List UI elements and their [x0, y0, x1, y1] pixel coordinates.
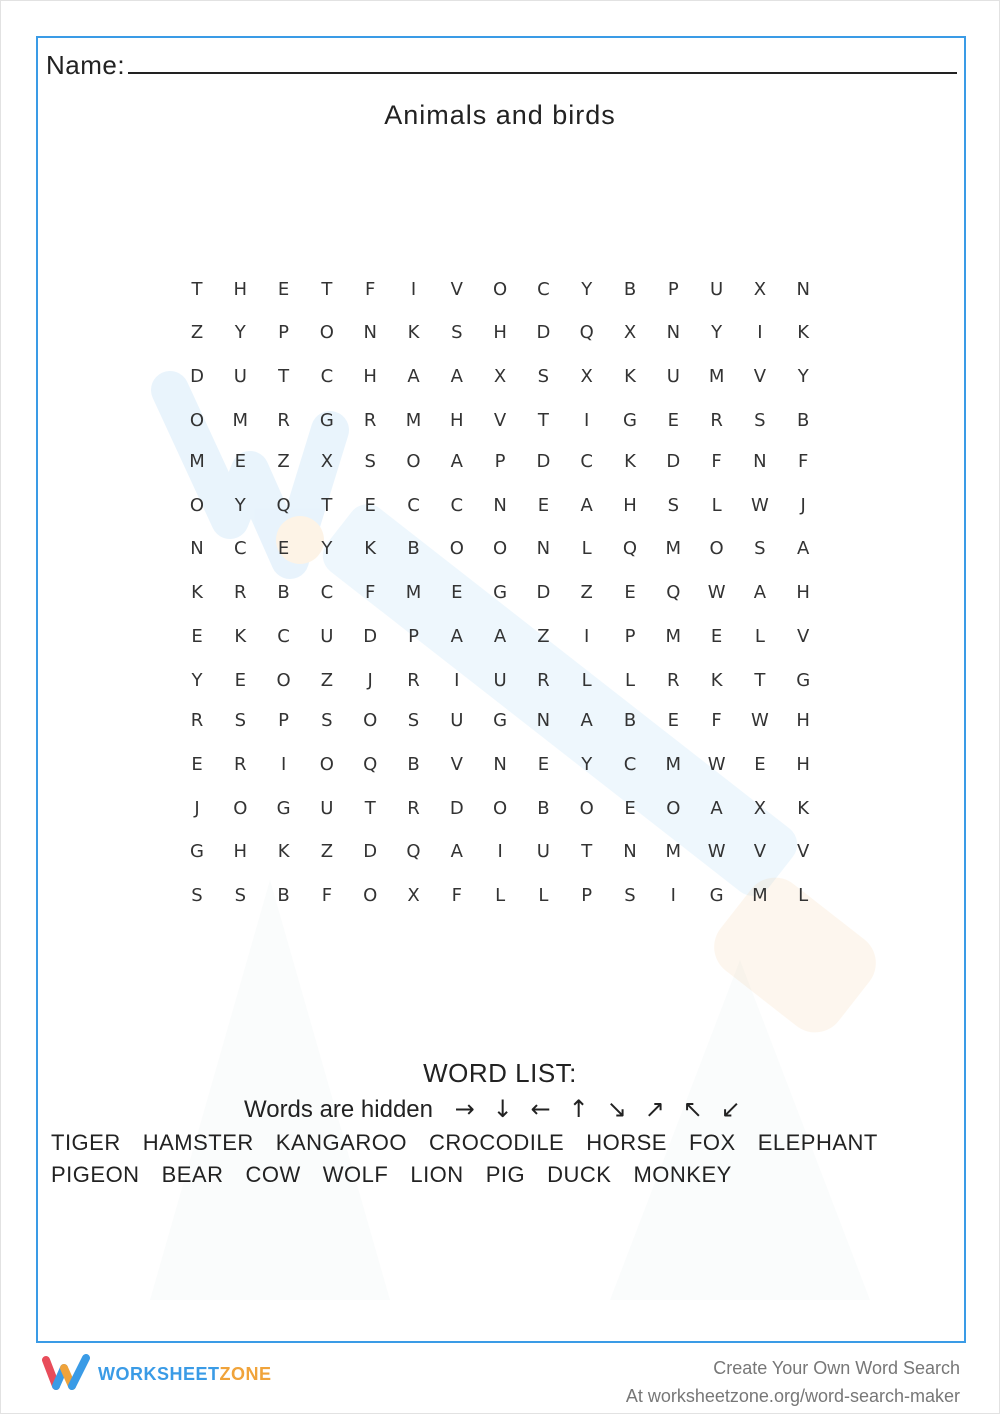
grid-letter: Q: [276, 495, 291, 516]
grid-letter: A: [450, 841, 463, 862]
grid-letter: C: [320, 366, 334, 387]
grid-letter: C: [537, 279, 550, 300]
grid-letter: F: [365, 279, 376, 300]
grid-letter: W: [707, 841, 726, 862]
grid-letter: D: [536, 451, 551, 472]
grid-letter: M: [665, 754, 682, 775]
grid-letter: J: [194, 798, 200, 819]
grid-letter: R: [234, 582, 247, 603]
grid-letter: F: [451, 885, 462, 906]
grid-letter: O: [319, 754, 334, 775]
grid-letter: M: [665, 538, 682, 559]
grid-letter: J: [367, 670, 373, 691]
grid-letter: R: [277, 410, 290, 431]
grid-letter: D: [449, 798, 464, 819]
grid-letter: K: [624, 451, 636, 472]
grid-letter: H: [450, 410, 464, 431]
grid-letter: H: [493, 322, 507, 343]
grid-letter: H: [796, 582, 810, 603]
direction-arrow-icon: ↑: [568, 1095, 589, 1123]
grid-letter: J: [800, 495, 806, 516]
grid-letter: V: [493, 410, 507, 431]
grid-letter: U: [536, 841, 550, 862]
grid-letter: Y: [797, 366, 809, 387]
grid-letter: N: [190, 538, 204, 559]
grid-letter: M: [405, 582, 422, 603]
grid-letter: N: [536, 710, 551, 731]
grid-letter: O: [493, 798, 508, 819]
grid-letter: O: [363, 710, 378, 731]
grid-letter: M: [665, 626, 682, 647]
grid-letter: K: [797, 798, 810, 819]
grid-letter: O: [406, 451, 421, 472]
grid-letter: G: [623, 410, 637, 431]
grid-letter: I: [670, 885, 676, 906]
grid-letter: A: [450, 451, 463, 472]
grid-letter: K: [277, 841, 290, 862]
grid-letter: S: [191, 885, 203, 906]
grid-letter: A: [710, 798, 723, 819]
grid-letter: K: [191, 582, 203, 603]
grid-letter: U: [320, 798, 334, 819]
grid-letter: N: [753, 451, 767, 472]
grid-letter: A: [580, 495, 593, 516]
grid-letter: I: [584, 410, 590, 431]
grid-letter: O: [579, 798, 594, 819]
grid-letter: S: [407, 710, 420, 731]
word-list-item: PIG: [485, 1162, 526, 1187]
grid-letter: K: [624, 366, 636, 387]
grid-letter: F: [711, 451, 722, 472]
word-list-line-1: [51, 1130, 900, 1156]
grid-letter: Q: [406, 841, 421, 862]
grid-letter: V: [797, 841, 810, 862]
direction-arrow-icon: ←: [530, 1095, 551, 1123]
grid-letter: B: [407, 754, 420, 775]
grid-letter: W: [750, 495, 769, 516]
grid-letter: I: [280, 754, 287, 775]
grid-letter: H: [796, 710, 810, 731]
direction-arrow-icon: ↖: [682, 1095, 703, 1123]
grid-letter: K: [364, 538, 377, 559]
grid-letter: A: [580, 710, 593, 731]
grid-letter: E: [191, 626, 203, 647]
grid-letter: H: [363, 366, 377, 387]
grid-letter: Z: [320, 670, 334, 691]
word-list-item: CROCODILE: [428, 1130, 565, 1155]
grid-letter: E: [624, 798, 636, 819]
grid-letter: V: [753, 841, 767, 862]
grid-letter: H: [623, 495, 637, 516]
grid-letter: P: [408, 626, 419, 647]
grid-letter: E: [537, 495, 550, 516]
grid-letter: A: [797, 538, 810, 559]
grid-letter: V: [797, 626, 810, 647]
grid-letter: E: [234, 451, 246, 472]
grid-letter: E: [191, 754, 203, 775]
grid-letter: B: [407, 538, 420, 559]
grid-letter: S: [234, 710, 247, 731]
grid-letter: K: [234, 626, 247, 647]
grid-letter: T: [537, 410, 549, 431]
grid-letter: X: [580, 366, 593, 387]
grid-letter: Q: [579, 322, 594, 343]
grid-letter: R: [190, 710, 204, 731]
grid-letter: F: [365, 582, 376, 603]
grid-letter: T: [364, 798, 376, 819]
grid-letter: Y: [711, 322, 723, 343]
grid-letter: X: [407, 885, 420, 906]
grid-letter: R: [407, 670, 420, 691]
grid-letter: R: [710, 410, 723, 431]
grid-letter: S: [451, 322, 463, 343]
grid-letter: L: [754, 626, 765, 647]
grid-letter: O: [189, 410, 205, 431]
grid-letter: D: [190, 366, 204, 387]
name-label: Name:: [46, 50, 126, 80]
grid-letter: E: [710, 626, 723, 647]
grid-letter: C: [234, 538, 247, 559]
grid-letter: U: [233, 366, 247, 387]
grid-letter: Y: [191, 670, 203, 691]
grid-letter: L: [538, 885, 549, 906]
grid-letter: M: [752, 885, 768, 906]
direction-arrow-icon: ↙: [720, 1095, 741, 1123]
grid-letter: L: [711, 495, 722, 516]
grid-letter: M: [405, 410, 422, 431]
grid-letter: E: [234, 670, 246, 691]
grid-letter: Z: [277, 451, 290, 472]
grid-letter: G: [709, 885, 724, 906]
grid-letter: T: [321, 495, 333, 516]
grid-letter: X: [753, 279, 767, 300]
grid-letter: E: [667, 710, 679, 731]
grid-letter: R: [363, 410, 377, 431]
grid-letter: D: [536, 322, 551, 343]
grid-letter: O: [363, 885, 378, 906]
grid-letter: E: [754, 754, 766, 775]
grid-letter: T: [581, 841, 593, 862]
direction-arrow-icon: ↘: [606, 1095, 627, 1123]
grid-letter: N: [536, 538, 551, 559]
grid-letter: S: [754, 410, 766, 431]
grid-letter: S: [624, 885, 636, 906]
grid-letter: U: [450, 710, 464, 731]
grid-letter: Y: [234, 495, 246, 516]
grid-letter: S: [754, 538, 766, 559]
grid-letter: E: [277, 538, 290, 559]
grid-letter: U: [493, 670, 507, 691]
grid-letter: H: [796, 754, 810, 775]
grid-letter: D: [363, 626, 378, 647]
word-list-item: HORSE: [586, 1130, 667, 1155]
grid-letter: X: [623, 322, 637, 343]
grid-letter: O: [189, 495, 205, 516]
worksheet-title: Animals and birds: [384, 100, 616, 130]
grid-letter: G: [493, 582, 508, 603]
grid-letter: R: [234, 754, 247, 775]
direction-arrow-icon: ↓: [492, 1095, 513, 1123]
grid-letter: B: [537, 798, 550, 819]
grid-letter: B: [623, 710, 637, 731]
grid-letter: A: [407, 366, 420, 387]
grid-letter: O: [449, 538, 464, 559]
grid-letter: E: [451, 582, 463, 603]
directions-label: Words are hidden: [244, 1096, 433, 1123]
grid-letter: P: [581, 885, 593, 906]
grid-letter: A: [493, 626, 507, 647]
grid-letter: X: [320, 451, 334, 472]
grid-letter: B: [797, 410, 810, 431]
grid-letter: H: [233, 841, 248, 862]
grid-letter: G: [796, 670, 811, 691]
grid-letter: M: [232, 410, 249, 431]
grid-letter: R: [407, 798, 420, 819]
grid-letter: D: [363, 841, 378, 862]
grid-letter: S: [364, 451, 376, 472]
grid-letter: S: [321, 710, 333, 731]
grid-letter: V: [450, 754, 463, 775]
grid-letter: P: [667, 279, 679, 300]
grid-letter: O: [276, 670, 291, 691]
grid-letter: E: [667, 410, 679, 431]
grid-letter: B: [277, 582, 290, 603]
grid-letter: F: [321, 885, 333, 906]
grid-letter: N: [493, 495, 507, 516]
grid-letter: Z: [320, 841, 334, 862]
grid-letter: Z: [580, 582, 593, 603]
grid-letter: B: [277, 885, 290, 906]
grid-letter: M: [189, 451, 205, 472]
word-list-item: ELEPHANT: [757, 1130, 878, 1155]
grid-letter: E: [364, 495, 376, 516]
grid-letter: D: [666, 451, 681, 472]
grid-letter: F: [711, 710, 722, 731]
grid-letter: X: [753, 798, 767, 819]
grid-letter: E: [624, 582, 636, 603]
word-list-item: TIGER: [51, 1130, 121, 1155]
grid-letter: S: [537, 366, 550, 387]
grid-letter: W: [707, 754, 726, 775]
grid-letter: Q: [622, 538, 638, 559]
grid-letter: A: [450, 366, 463, 387]
grid-letter: H: [233, 279, 248, 300]
grid-letter: T: [321, 279, 333, 300]
grid-letter: C: [277, 626, 290, 647]
grid-letter: O: [319, 322, 334, 343]
grid-letter: L: [495, 885, 506, 906]
word-list-heading: WORD LIST:: [423, 1058, 577, 1088]
grid-letter: W: [707, 582, 726, 603]
word-list-item: COW: [245, 1162, 301, 1187]
grid-letter: C: [450, 495, 464, 516]
worksheetzone-logo-icon: [42, 1354, 92, 1392]
grid-letter: U: [710, 279, 724, 300]
word-list-item: DUCK: [547, 1162, 612, 1187]
brand-part-2: ZONE: [219, 1364, 272, 1384]
grid-letter: T: [278, 366, 290, 387]
grid-letter: T: [191, 279, 203, 300]
grid-letter: Y: [581, 754, 593, 775]
grid-letter: G: [493, 710, 508, 731]
word-list-line-2: [51, 1162, 754, 1188]
grid-letter: G: [276, 798, 291, 819]
grid-letter: C: [580, 451, 593, 472]
footer-line-2[interactable]: At worksheetzone.org/word-search-maker: [625, 1386, 960, 1406]
word-list-item: PIGEON: [51, 1162, 140, 1187]
word-list-item: HAMSTER: [142, 1130, 254, 1155]
grid-letter: E: [277, 279, 290, 300]
grid-letter: O: [233, 798, 248, 819]
grid-letter: P: [278, 710, 290, 731]
word-list-item: FOX: [688, 1130, 736, 1155]
word-list-item: KANGAROO: [275, 1130, 407, 1155]
grid-letter: T: [754, 670, 766, 691]
grid-letter: I: [584, 626, 590, 647]
grid-letter: W: [750, 710, 769, 731]
direction-arrow-icon: ↗: [644, 1095, 665, 1123]
grid-letter: A: [753, 582, 767, 603]
grid-letter: V: [753, 366, 767, 387]
grid-letter: Q: [363, 754, 378, 775]
grid-letter: L: [581, 538, 592, 559]
grid-letter: L: [624, 670, 636, 691]
grid-letter: C: [407, 495, 420, 516]
grid-letter: D: [536, 582, 551, 603]
word-list-item: WOLF: [322, 1162, 389, 1187]
word-list-item: MONKEY: [633, 1162, 732, 1187]
grid-letter: R: [667, 670, 680, 691]
grid-letter: A: [450, 626, 463, 647]
grid-letter: G: [190, 841, 204, 862]
grid-letter: S: [234, 885, 247, 906]
grid-letter: O: [493, 279, 508, 300]
grid-letter: P: [624, 626, 636, 647]
grid-letter: I: [454, 670, 460, 691]
brand-name: [98, 1364, 272, 1385]
grid-letter: V: [450, 279, 463, 300]
grid-letter: N: [363, 322, 377, 343]
grid-letter: K: [710, 670, 723, 691]
grid-letter: G: [319, 410, 334, 431]
grid-letter: L: [798, 885, 809, 906]
footer-line-1: Create Your Own Word Search: [713, 1358, 960, 1378]
grid-letter: N: [493, 754, 507, 775]
direction-arrows: [446, 1095, 750, 1124]
grid-letter: F: [798, 451, 809, 472]
grid-letter: M: [665, 841, 682, 862]
grid-letter: X: [493, 366, 507, 387]
grid-letter: N: [666, 322, 681, 343]
grid-letter: Y: [234, 322, 246, 343]
grid-letter: P: [278, 322, 290, 343]
grid-letter: K: [407, 322, 420, 343]
grid-letter: B: [623, 279, 637, 300]
grid-letter: C: [320, 582, 334, 603]
grid-letter: Q: [666, 582, 681, 603]
grid-letter: Y: [581, 279, 593, 300]
grid-letter: O: [493, 538, 508, 559]
grid-letter: L: [581, 670, 592, 691]
grid-letter: O: [709, 538, 724, 559]
directions-row: [244, 1095, 750, 1124]
grid-letter: S: [667, 495, 680, 516]
grid-letter: C: [623, 754, 637, 775]
direction-arrow-icon: →: [454, 1095, 475, 1123]
grid-letter: Z: [537, 626, 550, 647]
grid-letter: U: [320, 626, 334, 647]
grid-letter: Z: [190, 322, 204, 343]
grid-letter: O: [666, 798, 681, 819]
word-list-item: BEAR: [161, 1162, 224, 1187]
grid-letter: N: [623, 841, 637, 862]
grid-letter: I: [497, 841, 503, 862]
grid-letter: I: [757, 322, 763, 343]
brand-part-1: WORKSHEET: [98, 1364, 220, 1384]
grid-letter: M: [708, 366, 725, 387]
grid-letter: U: [666, 366, 680, 387]
grid-letter: K: [797, 322, 810, 343]
grid-letter: Y: [321, 538, 333, 559]
grid-letter: N: [796, 279, 810, 300]
grid-letter: I: [410, 279, 417, 300]
word-list-item: LION: [410, 1162, 464, 1187]
grid-letter: E: [537, 754, 550, 775]
grid-letter: R: [537, 670, 550, 691]
grid-letter: P: [494, 451, 506, 472]
